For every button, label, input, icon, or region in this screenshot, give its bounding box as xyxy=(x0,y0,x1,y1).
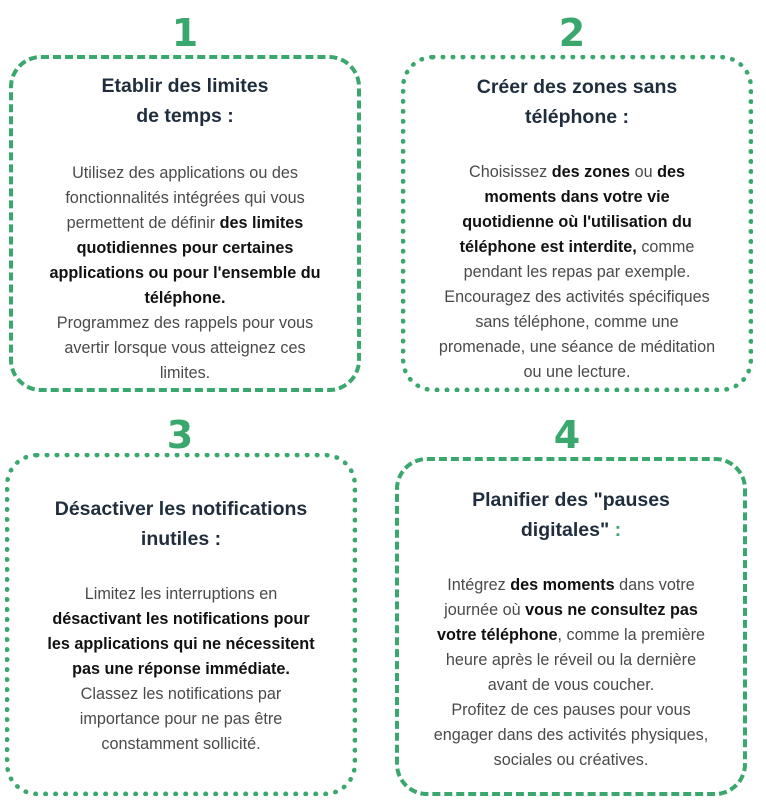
card-title-line: téléphone : xyxy=(524,106,629,128)
step-number-3: 3 xyxy=(166,413,194,457)
body-emphasis: quotidiennes pour certaines xyxy=(76,239,294,257)
body-line: promenade, une séance de méditation xyxy=(438,338,716,356)
body-line: Classez les notifications par xyxy=(80,685,282,703)
body-line xyxy=(414,185,740,210)
body-line xyxy=(407,598,735,623)
body-line: sociales ou créatives. xyxy=(493,751,649,769)
card-body xyxy=(414,160,740,385)
step-number-2: 2 xyxy=(558,11,586,55)
body-line: engager dans des activités physiques, xyxy=(433,726,709,744)
body-emphasis: pas une réponse immédiate. xyxy=(72,660,290,678)
body-text: permettent de définir xyxy=(66,214,216,232)
body-text: dans votre xyxy=(619,576,695,594)
body-text: Choisissez xyxy=(469,163,548,181)
body-line: Limitez les interruptions en xyxy=(84,585,278,603)
body-line: Programmez des rappels pour vous xyxy=(56,314,314,332)
step-number-4: 4 xyxy=(553,413,581,457)
title-colon: : xyxy=(614,519,622,541)
body-text: journée où xyxy=(444,601,521,619)
body-emphasis: des moments xyxy=(510,576,615,594)
body-emphasis: les applications qui ne nécessitent xyxy=(47,635,315,653)
body-emphasis: vous ne consultez pas xyxy=(525,601,698,619)
body-text: , comme la première xyxy=(557,626,706,644)
card-title-line: de temps : xyxy=(136,105,234,127)
body-line: fonctionnalités intégrées qui vous xyxy=(65,189,305,207)
card-title xyxy=(13,71,357,131)
body-line: Encouragez des activités spécifiques xyxy=(444,288,710,306)
body-line xyxy=(21,211,349,236)
body-line: Profitez de ces pauses pour vous xyxy=(451,701,691,719)
card-title-line: Etablir des limites xyxy=(101,75,269,97)
body-emphasis: applications ou pour l'ensemble du xyxy=(49,264,321,282)
step-number-1: 1 xyxy=(171,11,199,55)
body-emphasis: votre téléphone xyxy=(436,626,558,644)
card-title-line: Désactiver les notifications xyxy=(54,498,308,520)
body-line xyxy=(18,632,344,657)
tip-card-disable-notifications xyxy=(5,453,357,796)
card-title xyxy=(399,485,743,545)
body-text: comme xyxy=(641,238,695,256)
body-line: avertir lorsque vous atteignez ces xyxy=(64,339,306,357)
body-line xyxy=(414,210,740,235)
card-body xyxy=(407,573,735,773)
card-body xyxy=(21,161,349,386)
body-emphasis: moments dans votre vie xyxy=(484,188,670,206)
card-title xyxy=(406,72,748,132)
body-emphasis: désactivant les notifications pour xyxy=(52,610,310,628)
card-title-line xyxy=(399,515,743,545)
card-title xyxy=(10,494,352,554)
body-emphasis: téléphone. xyxy=(144,289,226,307)
card-title-line: Créer des zones sans xyxy=(476,76,678,98)
tip-card-phone-free-zones xyxy=(401,55,753,392)
body-line xyxy=(21,261,349,286)
card-body xyxy=(18,582,344,757)
body-line: heure après le réveil ou la dernière xyxy=(445,651,697,669)
body-line: sans téléphone, comme une xyxy=(475,313,679,331)
body-line: avant de vous coucher. xyxy=(487,676,655,694)
body-line xyxy=(18,657,344,682)
body-line xyxy=(407,573,735,598)
tip-card-digital-breaks xyxy=(395,457,747,796)
body-line xyxy=(21,286,349,311)
card-title-line: inutiles : xyxy=(140,528,222,550)
body-line: ou une lecture. xyxy=(523,363,631,381)
card-title-text: digitales" xyxy=(520,519,610,541)
body-line: limites. xyxy=(159,364,211,382)
body-line xyxy=(414,160,740,185)
body-line: Utilisez des applications ou des xyxy=(72,164,298,182)
tip-card-time-limits xyxy=(9,55,361,392)
body-emphasis: des xyxy=(657,163,685,181)
body-line: pendant les repas par exemple. xyxy=(463,263,691,281)
body-line xyxy=(18,607,344,632)
body-emphasis: quotidienne où l'utilisation du xyxy=(462,213,692,231)
body-line: constamment sollicité. xyxy=(101,735,261,753)
body-emphasis: des limites xyxy=(219,214,304,232)
body-emphasis: téléphone est interdite, xyxy=(459,238,637,256)
body-emphasis: des zones xyxy=(551,163,631,181)
body-text: Intégrez xyxy=(447,576,506,594)
body-line: importance pour ne pas être xyxy=(79,710,283,728)
body-line xyxy=(21,236,349,261)
body-line xyxy=(414,235,740,260)
card-title-line: Planifier des "pauses xyxy=(472,489,670,511)
body-line xyxy=(407,623,735,648)
body-text: ou xyxy=(634,163,653,181)
